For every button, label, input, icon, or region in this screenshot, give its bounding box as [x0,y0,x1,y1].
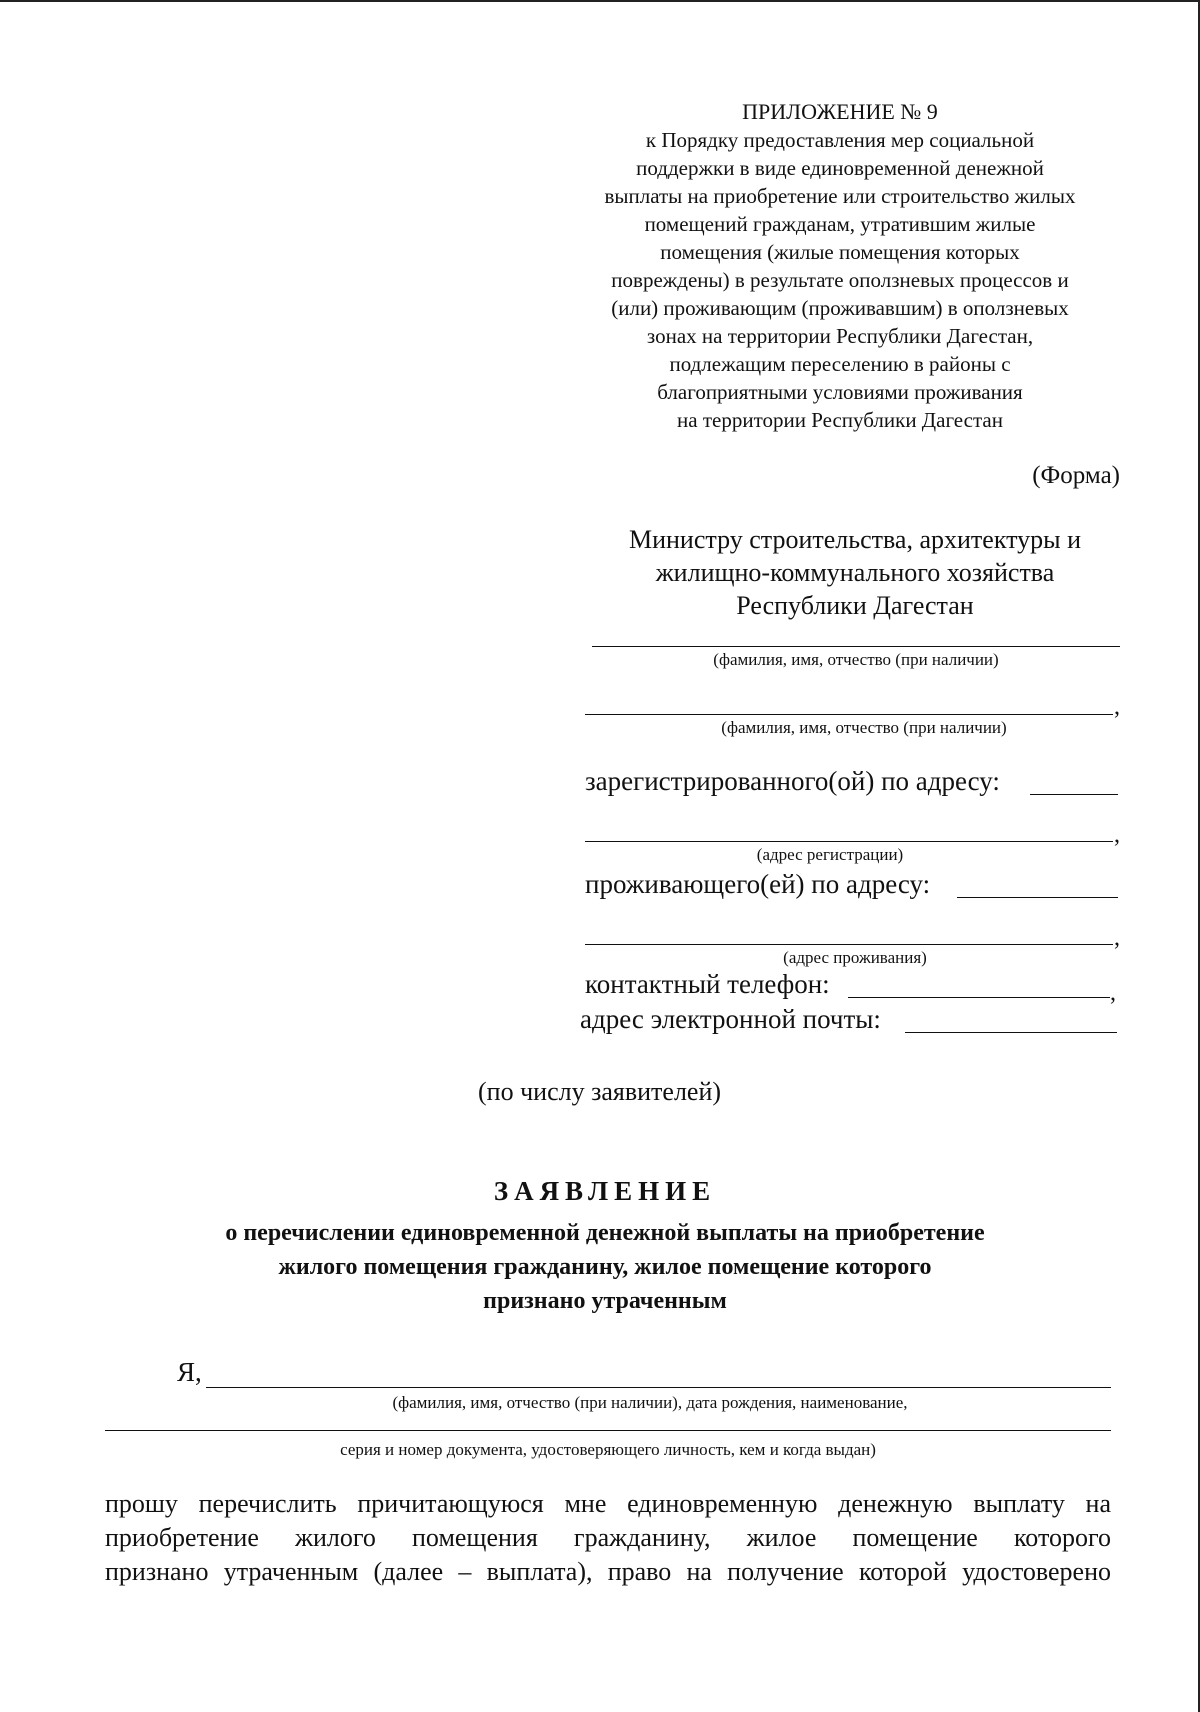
appendix-line: повреждены) в результате оползневых процессов и [611,268,1069,292]
subtitle-line: о перечислении единовременной денежной выплаты на приобретение [225,1220,985,1246]
applicant-caption-1: (фамилия, имя, отчество (при наличии), дата рождения, наименование, [392,1393,908,1412]
applicants-count-note: (по числу заявителей) [478,1077,722,1106]
addressee-block [585,523,1125,622]
applicant-name-line [585,714,1113,715]
paragraph-line: признано утраченным (далее – выплата), право на получение которой удостоверено [105,1557,1111,1586]
statement-title: ЗАЯВЛЕНИЕ [493,1176,717,1206]
paragraph-line: прошу перечислить причитающуюся мне единовременную денежную выплату на [105,1489,1111,1518]
registered-address-line [1030,794,1118,795]
appendix-line: благоприятными условиями проживания [657,380,1023,404]
appendix-line: на территории Республики Дагестан [677,408,1003,432]
appendix-line: помещений гражданам, утратившим жилые [644,212,1036,236]
residing-address-line-2 [585,944,1113,945]
subtitle-line: жилого помещения гражданину, жилое помещение которого [278,1254,932,1280]
email-label: адрес электронной почты: [580,1004,881,1034]
statement-subtitle [100,1216,1110,1318]
comma: , [1114,822,1120,848]
applicant-line [206,1387,1111,1388]
applicant-prefix: Я, [177,1357,202,1387]
addressee-line: жилищно-коммунального хозяйства [655,558,1055,587]
addressee-line: Министру строительства, архитектуры и [628,525,1082,554]
subtitle-line: признано утраченным [483,1288,727,1314]
comma: , [1114,925,1120,951]
phone-line [848,997,1110,998]
appendix-line: выплаты на приобретение или строительство жилых [604,184,1076,208]
appendix-line: подлежащим переселению в районы с [669,352,1011,376]
addressee-name-caption: (фамилия, имя, отчество (при наличии) [713,650,999,669]
addressee-line: Республики Дагестан [736,591,974,620]
email-line [905,1032,1117,1033]
registered-address-label: зарегистрированного(ой) по адресу: [585,766,1000,796]
appendix-line: поддержки в виде единовременной денежной [636,156,1044,180]
applicant-name-caption: (фамилия, имя, отчество (при наличии) [721,718,1007,737]
phone-label: контактный телефон: [585,969,830,999]
applicant-caption-2: серия и номер документа, удостоверяющего личность, кем и когда выдан) [340,1440,876,1459]
residence-caption: (адрес проживания) [783,948,927,967]
appendix-line: (или) проживающим (проживавшим) в оползневых [611,296,1069,320]
appendix-line: помещения (жилые помещения которых [660,240,1020,264]
scan-border-top [0,0,1200,2]
residing-address-label: проживающего(ей) по адресу: [585,869,931,899]
paragraph-line: приобретение жилого помещения гражданину, жилое помещение которого [105,1523,1111,1552]
form-label: (Форма) [1032,462,1120,489]
registration-caption: (адрес регистрации) [756,845,904,864]
appendix-line: к Порядку предоставления мер социальной [645,128,1035,152]
request-paragraph [105,1487,1111,1589]
appendix-header [560,98,1120,434]
appendix-title: ПРИЛОЖЕНИЕ № 9 [742,99,938,124]
comma: , [1114,694,1120,720]
residing-address-line [957,897,1118,898]
applicant-line-2 [105,1430,1111,1431]
addressee-name-line [592,646,1120,647]
comma: , [1110,980,1116,1006]
appendix-line: зонах на территории Республики Дагестан, [646,324,1034,348]
registered-address-line-2 [585,841,1113,842]
